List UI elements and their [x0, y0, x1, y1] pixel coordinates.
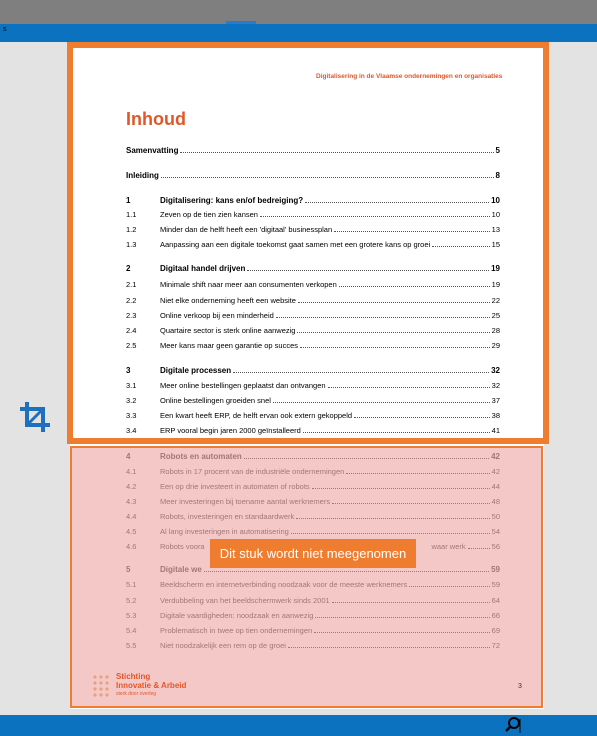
toc-label: Digitale processen	[160, 366, 232, 375]
excluded-label: Dit stuk wordt niet meegenomen	[210, 539, 416, 568]
toc-page: 28	[491, 326, 500, 335]
logo-line1: Stichting	[116, 672, 151, 681]
top-toolbar	[0, 24, 597, 42]
toc-page: 13	[491, 225, 500, 234]
logo-line2: Innovatie & Arbeid	[116, 681, 187, 690]
toc-number: 3.3	[126, 411, 137, 420]
toc-label: Minimale shift naar meer aan consumenten verkopen	[160, 280, 337, 289]
toc-page: 41	[491, 426, 500, 435]
toc-page: 8	[495, 171, 500, 180]
toc-label: Een kwart heeft ERP, de helft ervan ook extern gekoppeld	[160, 411, 353, 420]
top-gray-strip	[0, 0, 597, 24]
toc-label: ERP vooral begin jaren 2000 geïnstalleerd	[160, 426, 301, 435]
toc-label: Meer online bestellingen geplaatst dan ontvangen	[160, 381, 326, 390]
toc-page: 29	[491, 341, 500, 350]
toc-page: 32	[491, 381, 500, 390]
toc-page: 25	[491, 311, 500, 320]
toc-page: 32	[491, 366, 500, 375]
toc-label: Zeven op de tien zien kansen	[160, 210, 258, 219]
toc-label: Quartaire sector is sterk online aanwezig	[160, 326, 296, 335]
toc-number: 2	[126, 264, 131, 273]
crop-selection-frame[interactable]	[67, 42, 549, 444]
toc-number: 3.2	[126, 396, 137, 405]
toc-number: 1.2	[126, 225, 137, 234]
toc-label: Meer kans maar geen garantie op succes	[160, 341, 298, 350]
logo-tagline: sterk door overleg	[116, 691, 157, 697]
toc-label: Aanpassing aan een digitale toekomst gaat samen met een grotere kans op groei	[160, 240, 431, 249]
zoom-icon[interactable]	[504, 716, 522, 734]
toc-page: 10	[491, 196, 500, 205]
toc-label: Digitaal handel drijven	[160, 264, 246, 273]
toc-label: Minder dan de helft heeft een 'digitaal' businessplan	[160, 225, 333, 234]
page-title: Inhoud	[126, 109, 186, 129]
toc-number: 3.4	[126, 426, 137, 435]
toc-number: 2.1	[126, 280, 137, 289]
toc-label: Samenvatting	[126, 146, 179, 155]
toc-number: 1.3	[126, 240, 137, 249]
toc-page: 38	[491, 411, 500, 420]
toc-label: Niet elke onderneming heeft een website	[160, 296, 296, 305]
toc-number: 3	[126, 366, 131, 375]
toc-number: 2.2	[126, 296, 137, 305]
toc-page: 19	[491, 280, 500, 289]
toc-page: 10	[491, 210, 500, 219]
toc-label: Inleiding	[126, 171, 159, 180]
logo-dots	[92, 674, 112, 700]
toc-number: 1	[126, 196, 131, 205]
excluded-region[interactable]	[70, 446, 543, 708]
document-header: Digitalisering in de Vlaamse ondernemingen en organisaties	[316, 73, 503, 80]
toc-label: Online verkoop bij een minderheid	[160, 311, 274, 320]
toc-page: 37	[491, 396, 500, 405]
toc-number: 2.4	[126, 326, 137, 335]
toc-label: Online bestellingen groeiden snel	[160, 396, 271, 405]
crop-icon[interactable]	[18, 400, 52, 434]
toc-page: 5	[495, 146, 500, 155]
toc-page: 15	[491, 240, 500, 249]
toolbar-text: s	[3, 26, 7, 33]
toc-page: 19	[491, 264, 500, 273]
toc-number: 2.3	[126, 311, 137, 320]
toc-page: 22	[491, 296, 500, 305]
toc-number: 2.5	[126, 341, 137, 350]
page-number: 3	[518, 683, 522, 690]
toc-label: Digitalisering: kans en/of bedreiging?	[160, 196, 304, 205]
toc-number: 1.1	[126, 210, 137, 219]
toc-number: 3.1	[126, 381, 137, 390]
